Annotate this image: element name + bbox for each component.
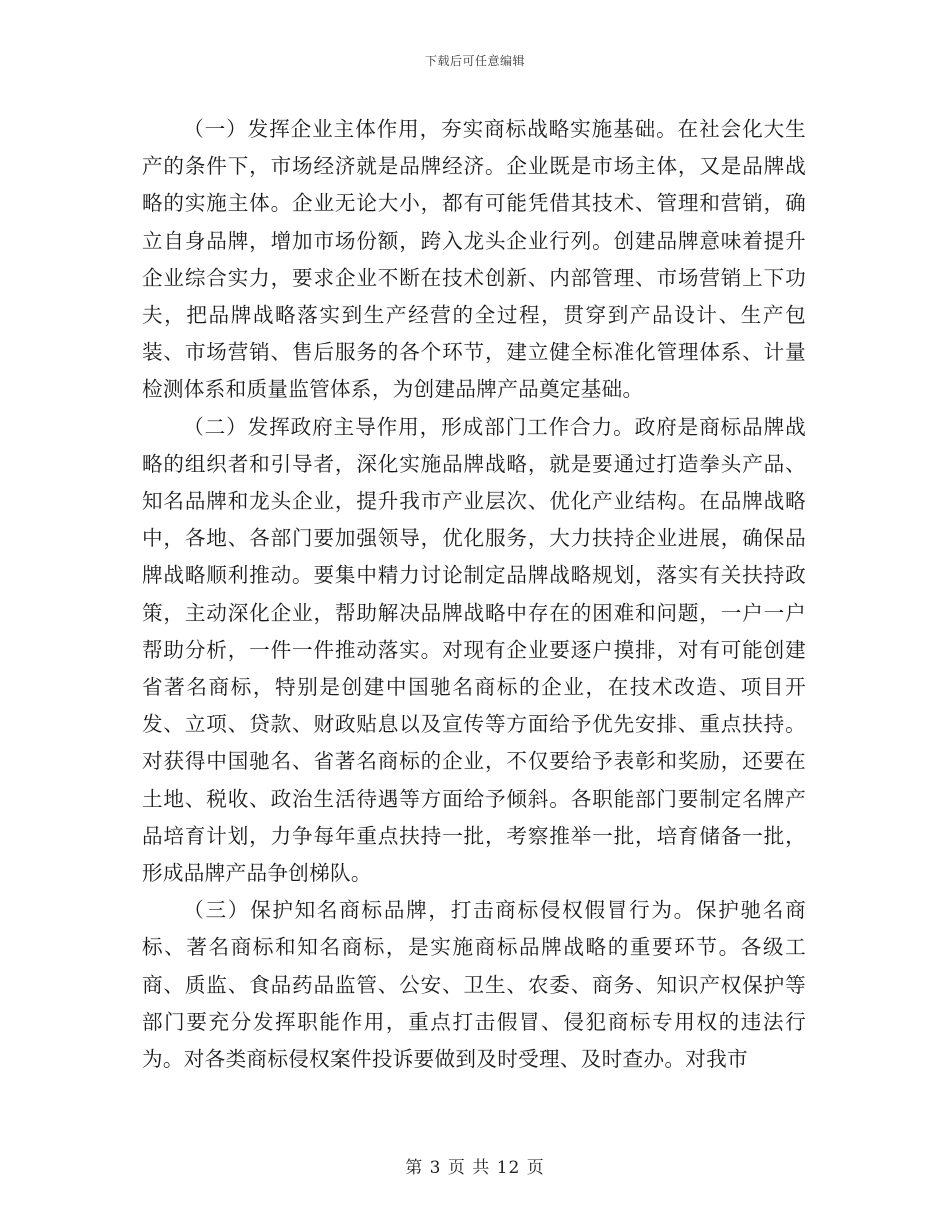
- page-number-footer: 第 3 页 共 12 页: [405, 1158, 545, 1178]
- page-header-note: 下载后可任意编辑: [424, 54, 525, 68]
- paragraph-3: （三）保护知名商标品牌，打击商标侵权假冒行为。保护驰名商标、著名商标和知名商标，是实施商标品牌战略的重要环节。各级工商、质监、食品药品监管、公安、卫生、农委、商务、知识产权保护等部门要充分发挥职能作用，重点打击假冒、侵犯商标专用权的违法行为。对各类商标侵权案件投诉要做到及时受理、及时查办。对我市: [142, 898, 806, 1072]
- paragraph-1: （一）发挥企业主体作用，夯实商标战略实施基础。在社会化大生产的条件下，市场经济就是品牌经济。企业既是市场主体，又是品牌战略的实施主体。企业无论大小，都有可能凭借其技术、管理和营销，确立自身品牌，增加市场份额，跨入龙头企业行列。创建品牌意味着提升企业综合实力，要求企业不断在技术创新、内部管理、市场营销上下功夫，把品牌战略落实到生产经营的全过程，贯穿到产品设计、生产包装、市场营销、售后服务的各个环节，建立健全标准化管理体系、计量检测体系和质量监管体系，为创建品牌产品奠定基础。: [142, 117, 806, 402]
- paragraph-2: （二）发挥政府主导作用，形成部门工作合力。政府是商标品牌战略的组织者和引导者，深化实施品牌战略，就是要通过打造拳头产品、知名品牌和龙头企业，提升我市产业层次、优化产业结构。在品牌战略中，各地、各部门要加强领导，优化服务，大力扶持企业进展，确保品牌战略顺利推动。要集中精力讨论制定品牌战略规划，落实有关扶持政策，主动深化企业，帮助解决品牌战略中存在的困难和问题，一户一户帮助分析，一件一件推动落实。对现有企业要逐户摸排，对有可能创建省著名商标，特别是创建中国驰名商标的企业，在技术改造、项目开发、立项、贷款、财政贴息以及宣传等方面给予优先安排、重点扶持。对获得中国驰名、省著名商标的企业，不仅要给予表彰和奖励，还要在土地、税收、政治生活待遇等方面给予倾斜。各职能部门要制定名牌产品培育计划，力争每年重点扶持一批，考察推举一批，培育储备一批，形成品牌产品争创梯队。: [142, 414, 806, 886]
- document-body: [142, 111, 806, 1078]
